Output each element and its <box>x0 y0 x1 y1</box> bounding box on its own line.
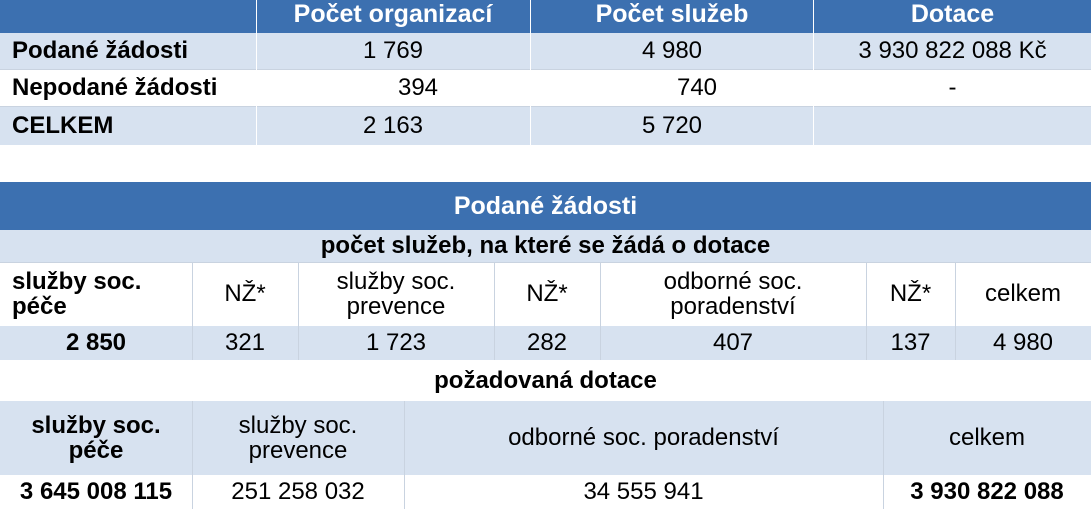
organizations-value: 2 163 <box>362 112 424 140</box>
column-divider <box>813 0 814 145</box>
row-label: Podané žádosti <box>12 37 189 65</box>
header-nz: NŽ* <box>889 280 932 308</box>
value-counseling: 34 555 941 <box>583 478 704 506</box>
column-divider <box>404 401 405 509</box>
header-prevention-services: služby soc. prevence <box>336 267 456 320</box>
row-label: CELKEM <box>12 112 114 140</box>
value-care-services: 3 645 008 115 <box>19 478 173 506</box>
subsidy-value <box>814 107 1091 145</box>
column-divider <box>600 262 601 360</box>
column-divider <box>494 262 495 360</box>
subsidy-value: 3 930 822 088 Kč <box>858 37 1047 65</box>
header-care-services: služby soc. péče <box>31 411 161 464</box>
row-label: Nepodané žádosti <box>12 74 218 102</box>
header-care-services: služby soc. péče <box>12 267 142 320</box>
column-divider <box>192 401 193 509</box>
services-value: 5 720 <box>641 112 703 140</box>
header-organizations: Počet organizací <box>256 0 530 29</box>
header-counseling: odborné soc. poradenství <box>663 267 803 320</box>
value-total: 3 930 822 088 <box>910 478 1064 506</box>
services-section-title: počet služeb, na které se žádá o dotace <box>0 230 1091 262</box>
value-total: 4 980 <box>992 329 1054 357</box>
header-nz: NŽ* <box>224 280 266 308</box>
header-empty-cell <box>0 0 256 29</box>
value-care-services: 2 850 <box>65 329 127 357</box>
column-divider <box>256 0 257 145</box>
value-prevention-services: 1 723 <box>365 329 427 357</box>
value-nz: 137 <box>890 329 931 357</box>
value-counseling: 407 <box>712 329 754 357</box>
header-prevention-services: služby soc. prevence <box>238 411 358 464</box>
column-divider <box>530 0 531 145</box>
header-nz: NŽ* <box>526 280 568 308</box>
table-title: Podané žádosti <box>0 182 1091 230</box>
value-nz: 282 <box>526 329 568 357</box>
header-counseling: odborné soc. poradenství <box>508 424 779 452</box>
column-divider <box>883 401 884 509</box>
column-divider <box>866 262 867 360</box>
header-subsidy: Dotace <box>814 0 1091 29</box>
organizations-value: 394 <box>397 74 439 102</box>
services-value: 740 <box>676 74 718 102</box>
subsidy-value: - <box>948 74 957 102</box>
column-divider <box>298 262 299 360</box>
header-total: celkem <box>984 280 1062 308</box>
services-value: 4 980 <box>641 37 703 65</box>
value-nz: 321 <box>224 329 266 357</box>
value-prevention-services: 251 258 032 <box>231 478 365 506</box>
column-divider <box>955 262 956 360</box>
header-total: celkem <box>948 424 1026 452</box>
subsidy-section-title: požadovaná dotace <box>0 361 1091 401</box>
organizations-value: 1 769 <box>362 37 424 65</box>
column-divider <box>192 262 193 360</box>
header-services: Počet služeb <box>530 0 814 29</box>
